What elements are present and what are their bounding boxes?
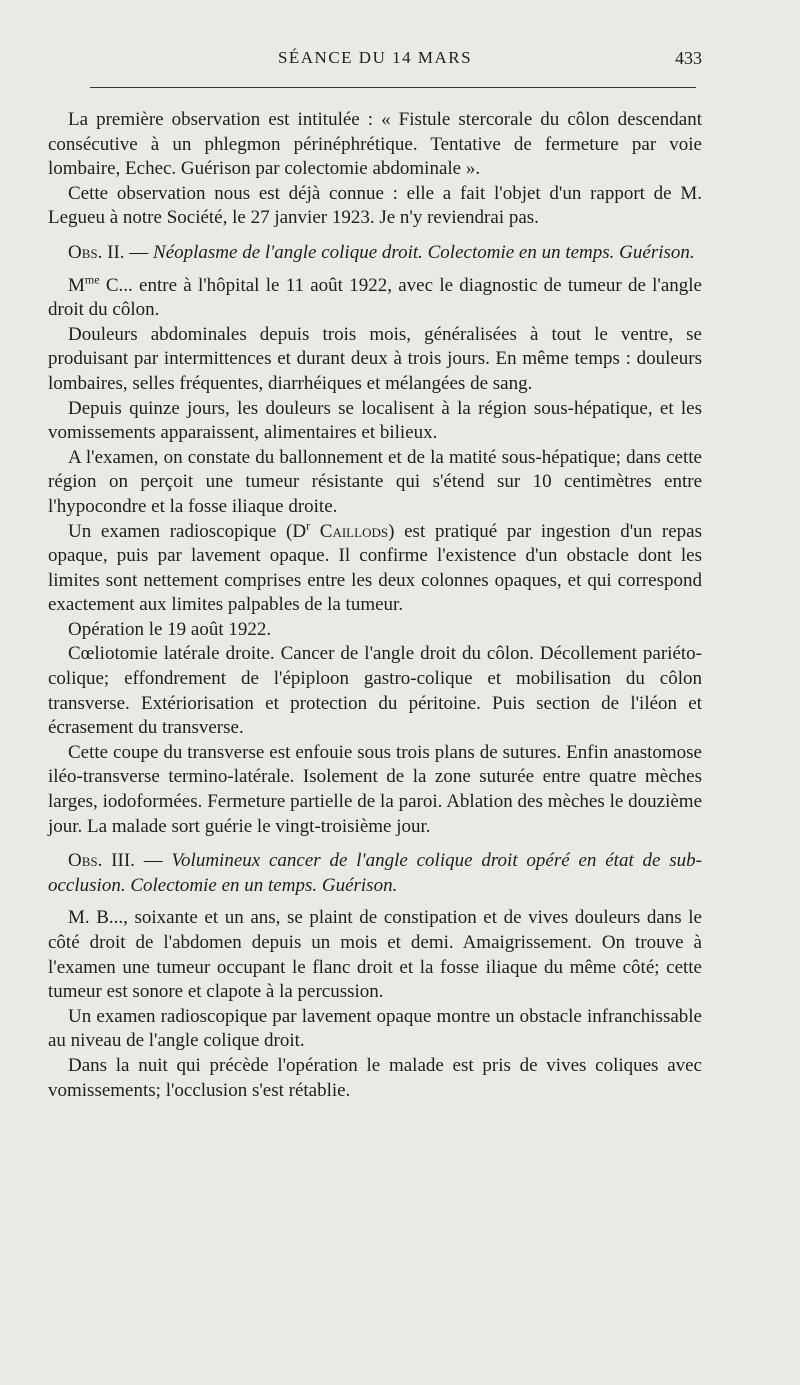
paragraph-7-name: Caillods (310, 520, 389, 542)
paragraph-7 (48, 520, 702, 618)
paragraph-1: La première observation est intitulée : « Fistule stercorale du côlon descendant consécutive à un phlegmon périnéphrétique. Tentative de fermeture par voie lombaire, Echec. Guérison par colectomie abdominale ». (48, 109, 702, 180)
paragraph-9: Cœliotomie latérale droite. Cancer de l'angle droit du côlon. Décollement pariéto-colique; effondrement de l'épiploon gastro-colique et mobilisation du côlon transverse. Extériorisation et protection du péritoine. Puis section de l'iléon et écrasement du transverse. (48, 643, 702, 739)
paragraph-2: Cette observation nous est déjà connue : elle a fait l'objet d'un rapport de M. Legueu à notre Société, le 27 janvier 1923. Je n'y reviendrai pas. (48, 182, 702, 229)
header-title (48, 48, 702, 68)
paragraph-4: Douleurs abdominales depuis trois mois, généralisées à tout le ventre, se produisant par intermittences et durant deux à trois jours. En même temps : douleurs lombaires, selles fréquentes, diarrhéiques et mélangées de sang. (48, 323, 702, 394)
header-title-prefix: SÉANCE DU (277, 48, 393, 67)
paragraph-3-m: M (68, 274, 85, 296)
observation-2-title: Néoplasme de l'angle colique droit. Colectomie en un temps. Guérison. (153, 241, 695, 263)
header-rule (90, 87, 696, 88)
paragraph-11: M. B..., soixante et un ans, se plaint de constipation et de vives douleurs dans le côté droit de l'abdomen depuis un mois et demi. Amaigrissement. On trouve à l'examen une tumeur occupant le flanc droit et la fosse iliaque du même côté; cette tumeur est sonore et clapote à la percussion. (48, 907, 702, 1003)
paragraph-6: A l'examen, on constate du ballonnement et de la matité sous-hépatique; dans cette région on perçoit une tumeur résistante qui s'étend sur 10 centimètres entre l'hypocondre et la fosse iliaque droite. (48, 446, 702, 517)
header-title-month: MARS (412, 48, 473, 67)
paragraph-12: Un examen radioscopique par lavement opaque montre un obstacle infranchissable au niveau de l'angle colique droit. (48, 1005, 702, 1052)
paragraph-7-b: ) est pratiqué par ingestion d'un repas opaque, puis par lavement opaque. Il confirme l'existence d'un obstacle dont les limites sont nettement comprises entre les deux colonnes opaques, et qui correspond exactement aux limites palpables de la tumeur. (48, 520, 702, 616)
paragraph-13: Dans la nuit qui précède l'opération le malade est pris de vives coliques avec vomissements; l'occlusion s'est rétablie. (48, 1054, 702, 1101)
body-text (48, 108, 702, 1103)
paragraph-3 (48, 274, 702, 323)
page-number: 433 (675, 48, 702, 68)
observation-2-heading (48, 241, 702, 266)
paragraph-3-sup: me (84, 272, 100, 287)
paragraph-3-rest: C... entre à l'hôpital le 11 août 1922, avec le diagnostic de tumeur de l'angle droit du côlon. (48, 274, 702, 321)
observation-3-title: Volumineux cancer de l'angle colique droit opéré en état de sub-occlusion. Colectomie en un temps. Guérison. (48, 850, 702, 896)
observation-2-label: Obs. II. — (68, 241, 154, 263)
header-title-day: 14 (392, 48, 413, 67)
observation-3-label: Obs. III. — (68, 850, 172, 872)
observation-3-heading (48, 849, 702, 898)
running-header (48, 46, 702, 70)
paragraph-5: Depuis quinze jours, les douleurs se localisent à la région sous-hépatique, et les vomissements apparaissent, alimentaires et bilieux. (48, 397, 702, 444)
paragraph-8: Opération le 19 août 1922. (68, 618, 272, 640)
paragraph-7-sup: r (306, 518, 311, 533)
paragraph-7-a: Un examen radioscopique (D (68, 520, 307, 542)
paragraph-10: Cette coupe du transverse est enfouie sous trois plans de sutures. Enfin anastomose iléo-transverse termino-latérale. Isolement de la zone suturée entre quatre mèches larges, iodoformées. Fermeture partielle de la paroi. Ablation des mèches le douzième jour. La malade sort guérie le vingt-troisième jour. (48, 741, 702, 837)
